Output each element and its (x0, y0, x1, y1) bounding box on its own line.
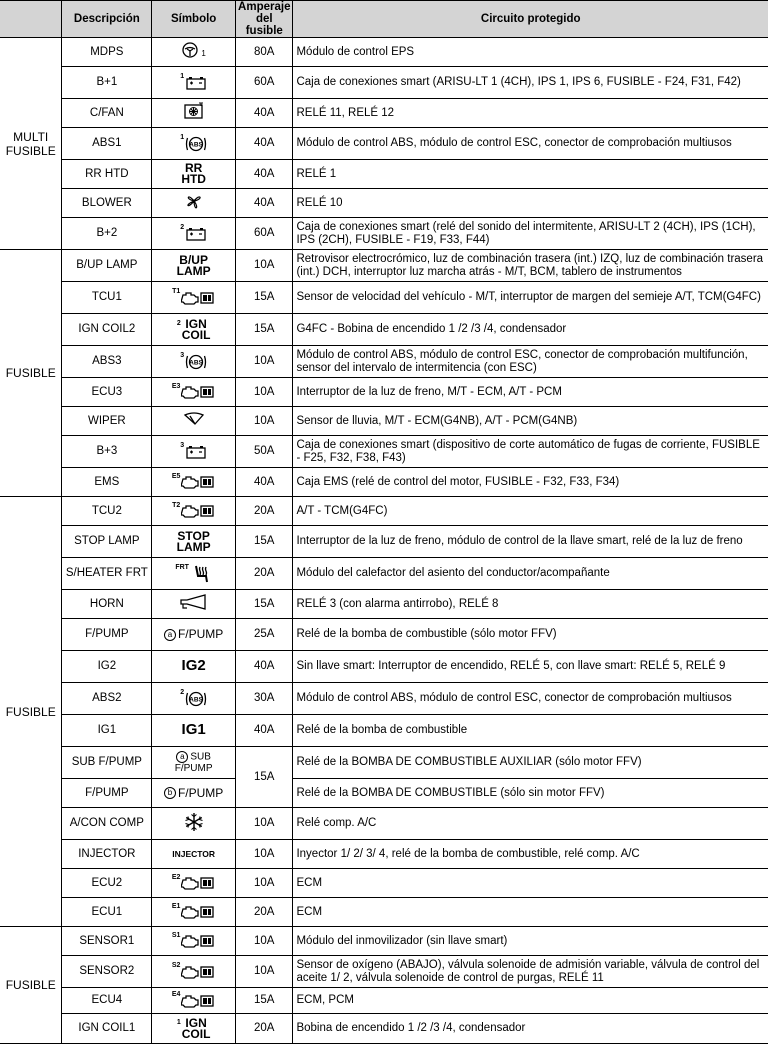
fuse-symbol (152, 314, 236, 346)
header-symbol: Símbolo (152, 1, 236, 38)
fuse-description: MDPS (62, 38, 152, 67)
fuse-amperage: 60A (236, 218, 293, 250)
fuse-symbol (152, 898, 236, 927)
fuse-amperage: 15A (236, 988, 293, 1014)
fuse-symbol (152, 378, 236, 407)
group-label: FUSIBLE (0, 250, 62, 497)
fuse-circuit: Caja de conexiones smart (dispositivo de corte automático de fugas de corriente, FUSIBLE - F25, F32, F38, F43) (293, 436, 768, 468)
fuse-symbol (152, 282, 236, 314)
fuse-description: B+3 (62, 436, 152, 468)
fuse-description: S/HEATER FRT (62, 558, 152, 590)
fuse-amperage: 10A (236, 956, 293, 988)
fuse-circuit: Interruptor de la luz de freno, módulo de control de la llave smart, relé de la luz de freno (293, 526, 768, 558)
fuse-description: TCU1 (62, 282, 152, 314)
symbol-number: E1 (171, 902, 181, 910)
symbol-number: E4 (171, 991, 181, 999)
fuse-row (0, 779, 768, 808)
fuse-description: F/PUMP (62, 779, 152, 808)
fuse-row (0, 747, 768, 779)
fuse-amperage: 25A (236, 619, 293, 651)
fuse-circuit: Retrovisor electrocrómico, luz de combinación trasera (int.) IZQ, luz de combinación trasera (int.) DCH, interruptor luz marcha atrás - M/T, BCM, tablero de instrumentos (293, 250, 768, 282)
header-group (0, 1, 62, 38)
blower-fan-icon (184, 191, 204, 211)
fuel-pump-icon: a F/PUMP (164, 628, 223, 641)
header-amperage: Amperaje del fusible (236, 1, 293, 38)
fuse-amperage: 50A (236, 436, 293, 468)
fuse-symbol (152, 407, 236, 436)
fuse-symbol (152, 67, 236, 99)
symbol-number: T1 (172, 288, 181, 296)
fuse-amperage: 80A (236, 38, 293, 67)
fuse-symbol (152, 747, 236, 779)
fuse-description: BLOWER (62, 189, 152, 218)
fuse-circuit: Módulo de control EPS (293, 38, 768, 67)
fuse-row (0, 218, 768, 250)
fuse-description: WIPER (62, 407, 152, 436)
fuse-row (0, 128, 768, 160)
fuse-symbol (152, 346, 236, 378)
ignition-icon: IG2 (181, 657, 206, 674)
fuse-circuit: A/T - TCM(G4FC) (293, 497, 768, 526)
fuse-description: ECU1 (62, 898, 152, 927)
fuse-symbol (152, 808, 236, 840)
fuse-description: IG1 (62, 715, 152, 747)
fuse-row (0, 651, 768, 683)
fuse-symbol (152, 590, 236, 619)
fuse-symbol (152, 558, 236, 590)
fuse-description: A/CON COMP (62, 808, 152, 840)
fuse-description: IGN COIL1 (62, 1014, 152, 1044)
group-label: FUSIBLE (0, 497, 62, 927)
fuse-amperage: 30A (236, 683, 293, 715)
fuse-circuit: Bobina de encendido 1 /2 /3 /4, condensador (293, 1014, 768, 1044)
symbol-number: S1 (171, 931, 181, 939)
fuse-symbol (152, 160, 236, 189)
fuse-circuit: Interruptor de la luz de freno, M/T - ECM, A/T - PCM (293, 378, 768, 407)
fuse-row (0, 407, 768, 436)
fuse-amperage: 10A (236, 378, 293, 407)
symbol-number: 1 (180, 134, 185, 141)
symbol-number: FRT (175, 564, 189, 571)
fuse-row (0, 1014, 768, 1044)
fuse-symbol (152, 619, 236, 651)
fuse-amperage: 10A (236, 927, 293, 956)
fuse-circuit: RELÉ 10 (293, 189, 768, 218)
fuse-circuit: Relé de la bomba de combustible (293, 715, 768, 747)
engine-module-icon (171, 931, 216, 948)
fuse-description: IG2 (62, 651, 152, 683)
stop-lamp-icon: STOP LAMP (176, 528, 211, 554)
fuse-row (0, 346, 768, 378)
battery-icon (180, 75, 207, 90)
fuse-symbol (152, 956, 236, 988)
fuse-description: EMS (62, 468, 152, 497)
symbol-number: E5 (171, 472, 181, 480)
fuse-symbol (152, 497, 236, 526)
symbol-number: 2 (176, 320, 181, 327)
fuse-amperage: 15A (236, 282, 293, 314)
fuse-symbol (152, 250, 236, 282)
fuse-circuit: RELÉ 11, RELÉ 12 (293, 99, 768, 128)
fuse-symbol (152, 468, 236, 497)
fuel-pump-icon: b F/PUMP (164, 787, 223, 800)
symbol-number: 3 (180, 352, 185, 359)
abs-icon (180, 134, 207, 154)
fuse-amperage: 40A (236, 651, 293, 683)
fuse-row (0, 468, 768, 497)
symbol-number: E3 (171, 382, 181, 390)
fuse-circuit: RELÉ 1 (293, 160, 768, 189)
fuse-description: ABS3 (62, 346, 152, 378)
fuse-circuit: Sensor de lluvia, M/T - ECM(G4NB), A/T - PCM(G4NB) (293, 407, 768, 436)
fuse-row (0, 808, 768, 840)
symbol-number: 3 (180, 442, 185, 449)
fuse-description: ECU3 (62, 378, 152, 407)
fuse-description: TCU2 (62, 497, 152, 526)
engine-module-icon (171, 962, 216, 979)
fuse-circuit: Módulo del calefactor del asiento del conductor/acompañante (293, 558, 768, 590)
fuse-amperage: 10A (236, 869, 293, 898)
fuse-circuit: Inyector 1/ 2/ 3/ 4, relé de la bomba de combustible, relé comp. A/C (293, 840, 768, 869)
svg-text:ABS: ABS (189, 141, 203, 148)
fuse-amperage: 40A (236, 468, 293, 497)
fuse-circuit: G4FC - Bobina de encendido 1 /2 /3 /4, condensador (293, 314, 768, 346)
fuse-description: ABS1 (62, 128, 152, 160)
header-description: Descripción (62, 1, 152, 38)
fuse-amperage: 10A (236, 840, 293, 869)
fuse-circuit: Relé de la BOMBA DE COMBUSTIBLE (sólo sin motor FFV) (293, 779, 768, 808)
seat-heater-icon (175, 564, 212, 584)
fuse-symbol (152, 218, 236, 250)
fuse-circuit: RELÉ 3 (con alarma antirrobo), RELÉ 8 (293, 590, 768, 619)
fuse-row (0, 436, 768, 468)
fuse-description: ABS2 (62, 683, 152, 715)
fuse-circuit: Relé de la BOMBA DE COMBUSTIBLE AUXILIAR (sólo motor FFV) (293, 747, 768, 779)
fuse-row (0, 160, 768, 189)
ignition-icon: IG1 (181, 721, 206, 738)
battery-icon (180, 226, 207, 241)
fuse-row (0, 898, 768, 927)
fuse-description: SUB F/PUMP (62, 747, 152, 779)
ignition-coil-icon: 1 IGN COIL (176, 1015, 211, 1041)
fuse-amperage: 40A (236, 160, 293, 189)
fuse-amperage: 15A (236, 590, 293, 619)
fuse-amperage: 20A (236, 558, 293, 590)
fuse-symbol (152, 988, 236, 1014)
fuse-row (0, 683, 768, 715)
fuse-row (0, 715, 768, 747)
fuse-circuit: Caja de conexiones smart (ARISU-LT 1 (4CH), IPS 1, IPS 6, FUSIBLE - F24, F31, F42) (293, 67, 768, 99)
symbol-number: 2 (180, 224, 185, 231)
fuse-amperage: 60A (236, 67, 293, 99)
horn-icon (179, 594, 209, 610)
fuse-description: SENSOR1 (62, 927, 152, 956)
fuse-description: B+1 (62, 67, 152, 99)
fuse-circuit: Caja EMS (relé de control del motor, FUSIBLE - F32, F33, F34) (293, 468, 768, 497)
fuse-row (0, 988, 768, 1014)
fuse-circuit: Módulo de control ABS, módulo de control ESC, conector de comprobación multiusos (293, 683, 768, 715)
engine-module-icon (171, 991, 216, 1008)
fuse-row (0, 314, 768, 346)
fuse-description: C/FAN (62, 99, 152, 128)
fuse-row (0, 558, 768, 590)
fuse-amperage: 15A (236, 747, 293, 808)
fuse-description: INJECTOR (62, 840, 152, 869)
backup-lamp-icon: B/UP LAMP (176, 252, 211, 278)
abs-icon (180, 352, 207, 372)
fuse-symbol (152, 526, 236, 558)
fuse-description: HORN (62, 590, 152, 619)
header-circuit: Circuito protegido (293, 1, 768, 38)
fuse-description: B/UP LAMP (62, 250, 152, 282)
symbol-number: E2 (171, 873, 181, 881)
symbol-number: 1 (176, 1019, 181, 1026)
fuse-description: ECU2 (62, 869, 152, 898)
fuse-amperage: 10A (236, 407, 293, 436)
engine-module-icon (171, 902, 216, 919)
snowflake-icon (184, 812, 204, 832)
fuse-amperage: 20A (236, 497, 293, 526)
group-label: MULTI FUSIBLE (0, 38, 62, 250)
svg-text:ABS: ABS (189, 696, 203, 703)
rear-heater-icon: RR HTD (181, 161, 206, 186)
engine-module-icon (172, 288, 215, 305)
fuse-circuit: ECM, PCM (293, 988, 768, 1014)
fuse-circuit: Caja de conexiones smart (relé del sonido del intermitente, ARISU-LT 2 (4CH), IPS (1CH), IPS (2CH), FUSIBLE - F19, F33, F44) (293, 218, 768, 250)
symbol-number: 2 (180, 689, 185, 696)
engine-module-icon (171, 472, 216, 489)
fuse-symbol (152, 651, 236, 683)
fuse-description: B+2 (62, 218, 152, 250)
symbol-number: 1 (180, 73, 185, 80)
fuse-row (0, 497, 768, 526)
header-row (0, 1, 768, 38)
fuse-description: RR HTD (62, 160, 152, 189)
fuse-circuit: ECM (293, 869, 768, 898)
fuse-row (0, 590, 768, 619)
fuse-amperage: 15A (236, 526, 293, 558)
fuse-row (0, 378, 768, 407)
fuse-row (0, 250, 768, 282)
fuse-circuit: Relé de la bomba de combustible (sólo motor FFV) (293, 619, 768, 651)
group-label: FUSIBLE (0, 927, 62, 1044)
fuse-row (0, 927, 768, 956)
fuse-symbol (152, 38, 236, 67)
engine-module-icon (171, 382, 216, 399)
injector-icon: INJECTOR (172, 848, 216, 859)
fuse-amperage: 40A (236, 128, 293, 160)
fuse-amperage: 20A (236, 1014, 293, 1044)
fuse-amperage: 20A (236, 898, 293, 927)
fuse-row (0, 619, 768, 651)
fuse-amperage: 40A (236, 715, 293, 747)
fuse-symbol (152, 436, 236, 468)
fuse-row (0, 956, 768, 988)
fuse-amperage: 40A (236, 99, 293, 128)
svg-text:ABS: ABS (189, 359, 203, 366)
steering-wheel-icon: 1 (181, 41, 205, 59)
fuse-symbol (152, 715, 236, 747)
symbol-number: T2 (172, 501, 181, 509)
radiator-fan-icon (183, 102, 205, 120)
fuse-description: ECU4 (62, 988, 152, 1014)
abs-icon (180, 689, 207, 709)
fuse-circuit: Sensor de velocidad del vehículo - M/T, interruptor de margen del semieje A/T, TCM(G4FC) (293, 282, 768, 314)
fuse-description: IGN COIL2 (62, 314, 152, 346)
fuse-symbol (152, 128, 236, 160)
engine-module-icon (171, 873, 216, 890)
fuse-symbol (152, 189, 236, 218)
fuse-circuit: Relé comp. A/C (293, 808, 768, 840)
fuse-symbol (152, 1014, 236, 1044)
fuse-description: STOP LAMP (62, 526, 152, 558)
fuse-row (0, 67, 768, 99)
battery-icon (180, 444, 207, 459)
fuse-row (0, 38, 768, 67)
fuse-symbol (152, 683, 236, 715)
fuel-pump-icon: a SUB F/PUMP (174, 751, 213, 774)
fuse-symbol (152, 927, 236, 956)
fuse-description: F/PUMP (62, 619, 152, 651)
fuse-row (0, 282, 768, 314)
fuse-amperage: 15A (236, 314, 293, 346)
wiper-icon (183, 412, 205, 426)
fuse-circuit: ECM (293, 898, 768, 927)
fuse-amperage: 40A (236, 189, 293, 218)
engine-module-icon (172, 501, 215, 518)
fuse-row (0, 526, 768, 558)
fuse-circuit: Sin llave smart: Interruptor de encendido, RELÉ 5, con llave smart: RELÉ 5, RELÉ 9 (293, 651, 768, 683)
fuse-symbol (152, 869, 236, 898)
fuse-row (0, 869, 768, 898)
fuse-symbol (152, 779, 236, 808)
fuse-row (0, 99, 768, 128)
fuse-row (0, 189, 768, 218)
fuse-circuit: Módulo de control ABS, módulo de control ESC, conector de comprobación multiusos (293, 128, 768, 160)
fuse-description: SENSOR2 (62, 956, 152, 988)
fuse-circuit: Módulo del inmovilizador (sin llave smart) (293, 927, 768, 956)
fuse-symbol (152, 99, 236, 128)
fuse-row (0, 840, 768, 869)
fuse-amperage: 10A (236, 346, 293, 378)
fuse-amperage: 10A (236, 250, 293, 282)
fuse-symbol (152, 840, 236, 869)
fuse-circuit: Sensor de oxígeno (ABAJO), válvula solenoide de admisión variable, válvula de control del aceite 1/ 2, válvula solenoide de control de purgas, RELÉ 11 (293, 956, 768, 988)
fuse-circuit: Módulo de control ABS, módulo de control ESC, conector de comprobación multifunción, sensor del intervalo de intermitencia (con ESC) (293, 346, 768, 378)
symbol-number: S2 (171, 962, 181, 970)
fuse-amperage: 10A (236, 808, 293, 840)
ignition-coil-icon: 2 IGN COIL (176, 316, 211, 342)
